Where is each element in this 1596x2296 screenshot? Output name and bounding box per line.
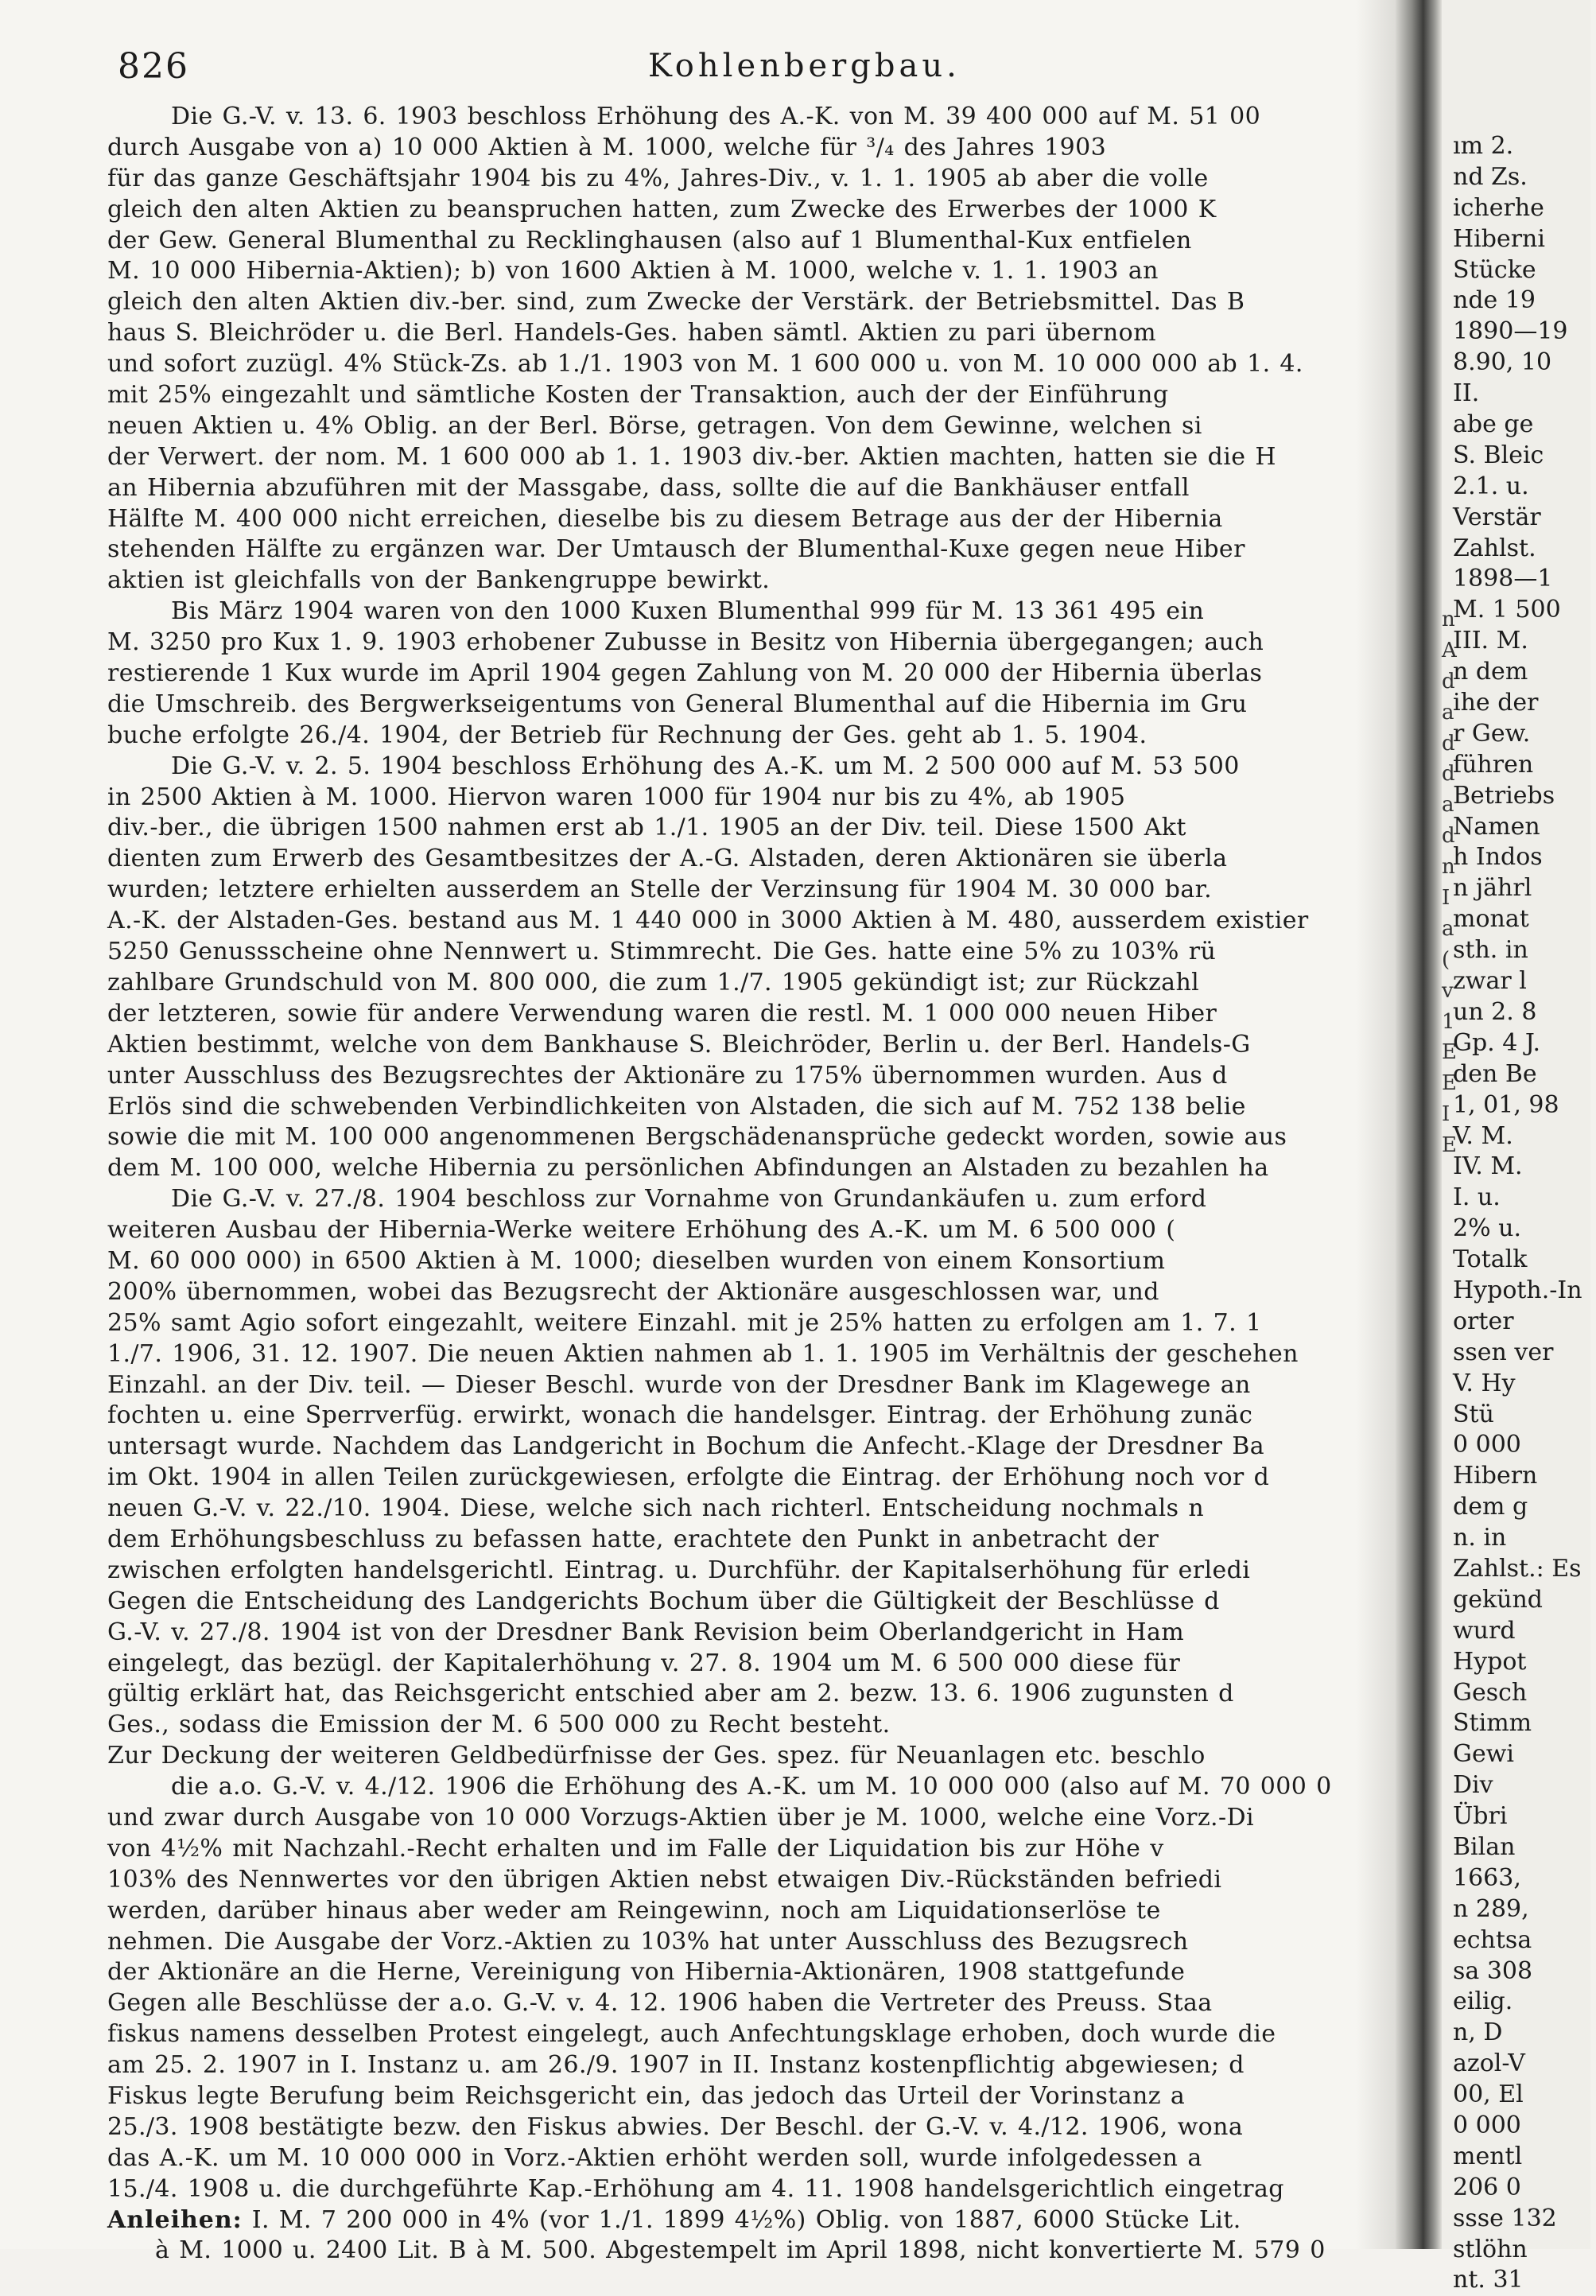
facing-page-fragment: Verstär [1453,503,1541,531]
facing-page-fragment: n dem [1453,658,1528,686]
facing-page-fragment: V. Hy [1453,1369,1516,1397]
facing-page-margin-letter: a [1442,793,1454,818]
facing-page-fragment: II. [1453,379,1480,408]
facing-page-fragment: ssen ver [1453,1338,1554,1366]
text-line: mit 25% eingezahlt und sämtliche Kosten der Transaktion, auch der der Einführung [107,381,1169,410]
facing-page-fragment: III. M. [1453,627,1528,655]
facing-page-fragment: icherhe [1453,193,1544,222]
facing-page-fragment: abe ge [1453,410,1534,439]
facing-page-fragment: monat [1453,905,1529,934]
anleihen-text: I. M. 7 200 000 in 4% (vor 1./1. 1899 4½%) Oblig. von 1887, 6000 Stücke Lit. [251,2205,1241,2234]
facing-page-fragment: den Be [1453,1059,1537,1088]
text-line: untersagt wurde. Nachdem das Landgericht in Bochum die Anfecht.-Klage der Dresdner Ba [107,1432,1265,1461]
facing-page-fragment: Gewi [1453,1740,1514,1769]
facing-page-margin-letter: a [1442,916,1454,941]
facing-page-margin-letter: E [1442,1071,1457,1096]
text-line: neuen Aktien u. 4% Oblig. an der Berl. Börse, getragen. Von dem Gewinne, welchen si [107,411,1202,440]
text-line: 200% übernommen, wobei das Bezugsrecht der Aktionäre ausgeschlossen war, und [107,1277,1159,1306]
text-line: und zwar durch Ausgabe von 10 000 Vorzugs-Aktien über je M. 1000, welche eine Vorz.-Di [107,1803,1254,1832]
facing-page-fragment: azol-V [1453,2049,1525,2078]
facing-page-margin-letter: 1 [1442,1009,1455,1034]
facing-page-fragment: nt. 31 [1453,2266,1524,2294]
text-line: M. 3250 pro Kux 1. 9. 1903 erhobener Zubusse in Besitz von Hibernia übergegangen; auch [107,628,1264,657]
facing-page-fragment: wurd [1453,1616,1516,1645]
facing-page-fragment: 00, El [1453,2080,1524,2109]
facing-page-fragment: Hibern [1453,1462,1538,1490]
text-line: zwischen erfolgten handelsgerichtl. Eintrag. u. Durchführ. der Kapitalserhöhung für erledi [107,1556,1251,1584]
facing-page-fragment: un 2. 8 [1453,997,1537,1026]
facing-page-fragment: führen [1453,750,1534,779]
text-line: Einzahl. an der Div. teil. — Dieser Beschl. wurde von der Dresdner Bank im Klagewege an [107,1370,1251,1399]
text-line: werden, darüber hinaus aber weder am Reingewinn, noch am Liquidationserlöse te [107,1896,1161,1925]
text-line: Aktien bestimmt, welche von dem Bankhause S. Bleichröder, Berlin u. der Berl. Handels-G [107,1030,1251,1059]
facing-page-margin-letter: d [1442,731,1455,756]
facing-page-fragment: n. in [1453,1524,1507,1552]
facing-page-fragment: n 289, [1453,1894,1529,1923]
facing-page-fragment: M. 1 500 [1453,596,1561,624]
text-line: 25% samt Agio sofort eingezahlt, weitere Einzahl. mit je 25% hatten zu erfolgen am 1. 7. 1 [107,1308,1262,1337]
text-line: gültig erklärt hat, das Reichsgericht entschied aber am 2. bezw. 13. 6. 1906 zugunsten d [107,1680,1234,1708]
facing-page-fragment: zwar l [1453,967,1527,996]
facing-page-fragment: gekünd [1453,1585,1543,1614]
text-line: A.-K. der Alstaden-Ges. bestand aus M. 1 440 000 in 3000 Aktien à M. 480, ausserdem existier [107,907,1309,935]
facing-page-fragment: Zahlst. [1453,534,1536,562]
text-line: stehenden Hälfte zu ergänzen war. Der Umtausch der Blumenthal-Kuxe gegen neue Hiber [107,535,1245,564]
anleihen-label: Anleihen: [107,2205,243,2234]
facing-page-fragment: 1898—1 [1453,565,1553,593]
text-line: Ges., sodass die Emission der M. 6 500 000 zu Recht besteht. [107,1711,891,1739]
text-line: Fiskus legte Berufung beim Reichsgericht ein, das jedoch das Urteil der Vorinstanz a [107,2082,1186,2110]
facing-page-margin-letters [1442,604,1457,1161]
text-line: Die G.-V. v. 2. 5. 1904 beschloss Erhöhung des A.-K. um M. 2 500 000 auf M. 53 500 [171,752,1240,780]
text-line: Gegen alle Beschlüsse der a.o. G.-V. v. 4. 12. 1906 haben die Vertreter des Preuss. Staa [107,1989,1213,2018]
facing-page-margin-letter: d [1442,669,1455,693]
text-line: Bis März 1904 waren von den 1000 Kuxen Blumenthal 999 für M. 13 361 495 ein [171,597,1205,626]
text-line: Gegen die Entscheidung des Landgerichts Bochum über die Gültigkeit der Beschlüsse d [107,1587,1220,1615]
text-line: aktien ist gleichfalls von der Bankengruppe bewirkt. [107,566,771,595]
facing-page-fragment: echtsa [1453,1925,1532,1954]
facing-page-margin-letter: E [1442,1133,1457,1158]
facing-page-margin-letter: a [1442,700,1454,725]
text-line: dem Erhöhungsbeschluss zu befassen hatte, erachtete den Punkt in anbetracht der [107,1525,1159,1553]
facing-page-fragment: 0 000 [1453,2111,1521,2139]
anleihen-line [107,2205,1368,2236]
facing-page-fragment: S. Bleic [1453,441,1544,469]
text-line: unter Ausschluss des Bezugsrechtes der Aktionäre zu 175% übernommen wurden. Aus d [107,1061,1228,1090]
facing-page-fragment: Übri [1453,1802,1508,1831]
facing-page-fragment: ssse 132 [1453,2204,1557,2232]
text-line: an Hibernia abzuführen mit der Massgabe, dass, sollte die auf die Bankhäuser entfall [107,473,1190,502]
facing-page-fragment: ım 2. [1453,132,1514,160]
facing-page-fragment: sth. in [1453,936,1528,965]
facing-page-margin-letter: I [1442,1102,1450,1127]
book-gutter [1396,0,1442,2249]
text-line: div.-ber., die übrigen 1500 nahmen erst ab 1./1. 1905 an der Div. teil. Diese 1500 Akt [107,814,1186,842]
text-line: und sofort zuzügl. 4% Stück-Zs. ab 1./1. 1903 von M. 1 600 000 u. von M. 10 000 000 ab 1. 4. [107,350,1303,379]
facing-page-fragment: 0 000 [1453,1431,1521,1459]
text-line: G.-V. v. 27./8. 1904 ist von der Dresdner Bank Revision beim Oberlandgericht in Ham [107,1618,1185,1646]
text-line: Hälfte M. 400 000 nicht erreichen, dieselbe bis zu diesem Betrage aus der der Hibernia [107,504,1223,533]
text-line: nehmen. Die Ausgabe der Vorz.-Aktien zu 103% hat unter Ausschluss des Bezugsrech [107,1927,1189,1956]
facing-page-fragment: Hiberni [1453,224,1545,253]
facing-page-fragment: IV. M. [1453,1152,1523,1181]
facing-page-fragment: Gp. 4 J. [1453,1028,1541,1057]
facing-page-margin-letter: d [1442,762,1455,787]
facing-page-fragment: 206 0 [1453,2173,1521,2201]
facing-page-fragment: Bilan [1453,1832,1516,1861]
facing-page-margin-letter: d [1442,824,1455,849]
facing-page-fragment: 1, 01, 98 [1453,1090,1559,1119]
text-line: am 25. 2. 1907 in I. Instanz u. am 26./9. 1907 in II. Instanz kostenpflichtig abgewiesen; d [107,2051,1245,2080]
text-line: dem M. 100 000, welche Hibernia zu persönlichen Abfindungen an Alstaden zu bezahlen ha [107,1154,1269,1183]
text-line: Zur Deckung der weiteren Geldbedürfnisse der Ges. spez. für Neuanlagen etc. beschlo [107,1742,1206,1770]
gutter-shadow [1356,0,1400,2249]
facing-page-fragment: 8.90, 10 [1453,348,1552,377]
facing-page-text-fragments [1453,131,1596,2296]
text-line: im Okt. 1904 in allen Teilen zurückgewiesen, erfolgte die Eintrag. der Erhöhung noch vor d [107,1463,1270,1492]
facing-page-fragment: Hypoth.-In [1453,1276,1582,1304]
text-line: M. 60 000 000) in 6500 Aktien à M. 1000; dieselben wurden von einem Konsortium [107,1246,1166,1275]
facing-page-fragment: 1663, [1453,1863,1521,1892]
facing-page-fragment: Betriebs [1453,781,1555,810]
text-line: durch Ausgabe von a) 10 000 Aktien à M. 1000, welche für ³/₄ des Jahres 1903 [107,133,1107,161]
text-line: zahlbare Grundschuld von M. 800 000, die zum 1./7. 1905 gekündigt ist; zur Rückzahl [107,968,1200,996]
anleihen-text: à M. 1000 u. 2400 Lit. B à M. 500. Abgestempelt im April 1898, nicht konvertierte M. 579 0 [155,2236,1326,2265]
text-line: 103% des Nennwertes vor den übrigen Aktien nebst etwaigen Div.-Rückständen befriedi [107,1865,1222,1894]
facing-page-fragment: I. u. [1453,1183,1501,1212]
facing-page-fragment: mentl [1453,2142,1523,2170]
text-line: 15./4. 1908 u. die durchgeführte Kap.-Erhöhung am 4. 11. 1908 handelsgerichtlich eingetrag [107,2174,1284,2203]
facing-page-fragment: 1890—19 [1453,317,1568,346]
facing-page-fragment: Div [1453,1771,1493,1800]
facing-page-margin-letter: ( [1442,947,1450,972]
facing-page-fragment: Namen [1453,812,1540,841]
text-line: sowie die mit M. 100 000 angenommenen Bergschädenansprüche gedeckt worden, sowie aus [107,1123,1287,1152]
text-line: 5250 Genussscheine ohne Nennwert u. Stimmrecht. Die Ges. hatte eine 5% zu 103% rü [107,938,1217,966]
facing-page-fragment: n, D [1453,2018,1503,2047]
facing-page-fragment: Stücke [1453,255,1536,284]
text-line: gleich den alten Aktien div.-ber. sind, zum Zwecke der Verstärk. der Betriebsmittel. Das B [107,288,1245,317]
text-line: der Gew. General Blumenthal zu Recklinghausen (also auf 1 Blumenthal-Kux entfielen [107,226,1192,254]
text-line: für das ganze Geschäftsjahr 1904 bis zu 4%, Jahres-Div., v. 1. 1. 1905 ab aber die volle [107,164,1209,192]
facing-page-fragment: Zahlst.: Es [1453,1554,1582,1583]
facing-page-fragment: stlöhn [1453,2235,1528,2263]
text-line: buche erfolgte 26./4. 1904, der Betrieb für Rechnung der Ges. geht ab 1. 5. 1904. [107,721,1147,749]
facing-page-margin-letter: n [1442,855,1455,880]
facing-page-fragment: Totalk [1453,1245,1528,1274]
text-line: eingelegt, das bezügl. der Kapitalerhöhung v. 27. 8. 1904 um M. 6 500 000 diese für [107,1649,1181,1677]
facing-page-fragment: 2.1. u. [1453,472,1529,500]
text-line: haus S. Bleichröder u. die Berl. Handels-Ges. haben sämtl. Aktien zu pari übernom [107,319,1156,348]
facing-page-fragment: Stü [1453,1400,1494,1428]
facing-page-fragment: Stimm [1453,1709,1532,1738]
facing-page-fragment: Hypot [1453,1647,1527,1676]
text-line: M. 10 000 Hibernia-Aktien); b) von 1600 Aktien à M. 1000, welche v. 1. 1. 1903 an [107,257,1159,286]
text-line: wurden; letztere erhielten ausserdem an Stelle der Verzinsung für 1904 M. 30 000 bar. [107,876,1213,904]
facing-page-margin-letter: A [1442,638,1457,662]
text-line: das A.-K. um M. 10 000 000 in Vorz.-Aktien erhöht werden soll, wurde infolgedessen a [107,2143,1202,2172]
text-line: dienten zum Erwerb des Gesamtbesitzes der A.-G. Alstaden, deren Aktionären sie überla [107,845,1228,873]
facing-page-fragment: r Gew. [1453,719,1531,748]
facing-page-edge [1442,0,1590,2294]
running-title: Kohlenbergbau. [648,48,961,84]
facing-page-fragment: dem g [1453,1493,1528,1521]
body-text [107,102,1368,2267]
facing-page-margin-letter: n [1442,608,1455,631]
text-line: Die G.-V. v. 27./8. 1904 beschloss zur Vornahme von Grundankäufen u. zum erford [171,1185,1207,1214]
facing-page-margin-letter: v [1442,978,1454,1003]
text-line: weiteren Ausbau der Hibernia-Werke weitere Erhöhung des A.-K. um M. 6 500 000 ( [107,1216,1176,1245]
text-line: 25./3. 1908 bestätigte bezw. den Fiskus abwies. Der Beschl. der G.-V. v. 4./12. 1906, wona [107,2112,1244,2141]
text-line: neuen G.-V. v. 22./10. 1904. Diese, welche sich nach richterl. Entscheidung nochmals n [107,1494,1205,1523]
text-line: die a.o. G.-V. v. 4./12. 1906 die Erhöhung des A.-K. um M. 10 000 000 (also auf M. 70 000 0 [171,1773,1332,1801]
facing-page-fragment: nd Zs. [1453,162,1528,191]
text-line: in 2500 Aktien à M. 1000. Hiervon waren 1000 für 1904 nur bis zu 4%, ab 1905 [107,783,1126,811]
facing-page-fragment: nde 19 [1453,286,1536,315]
text-line: die Umschreib. des Bergwerkseigentums von General Blumenthal auf die Hibernia im Gru [107,690,1248,718]
text-line: Die G.-V. v. 13. 6. 1903 beschloss Erhöhung des A.-K. von M. 39 400 000 auf M. 51 00 [171,103,1261,130]
facing-page-fragment: n jährl [1453,874,1532,903]
facing-page-fragment: 2% u. [1453,1214,1521,1243]
page-number: 826 [118,46,189,87]
text-line: der Aktionäre an die Herne, Vereinigung von Hibernia-Aktionären, 1908 stattgefunde [107,1958,1186,1987]
facing-page-fragment: sa 308 [1453,1956,1533,1985]
anleihen-line [107,2236,1368,2267]
facing-page-fragment: V. M. [1453,1121,1513,1150]
text-line: der Verwert. der nom. M. 1 600 000 ab 1. 1. 1903 div.-ber. Aktien machten, hatten sie die H [107,442,1276,471]
facing-page-fragment: Gesch [1453,1678,1528,1707]
facing-page-margin-letter: E [1442,1040,1457,1065]
text-line: fochten u. eine Sperrverfüg. erwirkt, wonach die handelsger. Eintrag. der Erhöhung zunäc [107,1401,1253,1430]
text-line: von 4½% mit Nachzahl.-Recht erhalten und im Falle der Liquidation bis zur Höhe v [107,1834,1164,1863]
facing-page-fragment: h Indos [1453,843,1543,872]
facing-page-margin-letter: I [1442,886,1450,911]
text-line: gleich den alten Aktien zu beanspruchen hatten, zum Zwecke des Erwerbes der 1000 K [107,195,1217,223]
text-line: fiskus namens desselben Protest eingelegt, auch Anfechtungsklage erhoben, doch wurde die [107,2020,1276,2049]
facing-page-fragment: orter [1453,1307,1514,1335]
facing-page-fragment: eilig. [1453,1987,1513,2016]
text-line: der letzteren, sowie für andere Verwendung waren die restl. M. 1 000 000 neuen Hiber [107,999,1217,1028]
facing-page-fragment: ihe der [1453,689,1539,717]
text-line: 1./7. 1906, 31. 12. 1907. Die neuen Aktien nahmen ab 1. 1. 1905 im Verhältnis der geschehen [107,1339,1299,1368]
text-line: Erlös sind die schwebenden Verbindlichkeiten von Alstaden, die sich auf M. 752 138 belie [107,1092,1246,1121]
text-line: restierende 1 Kux wurde im April 1904 gegen Zahlung von M. 20 000 der Hibernia überlas [107,659,1263,688]
